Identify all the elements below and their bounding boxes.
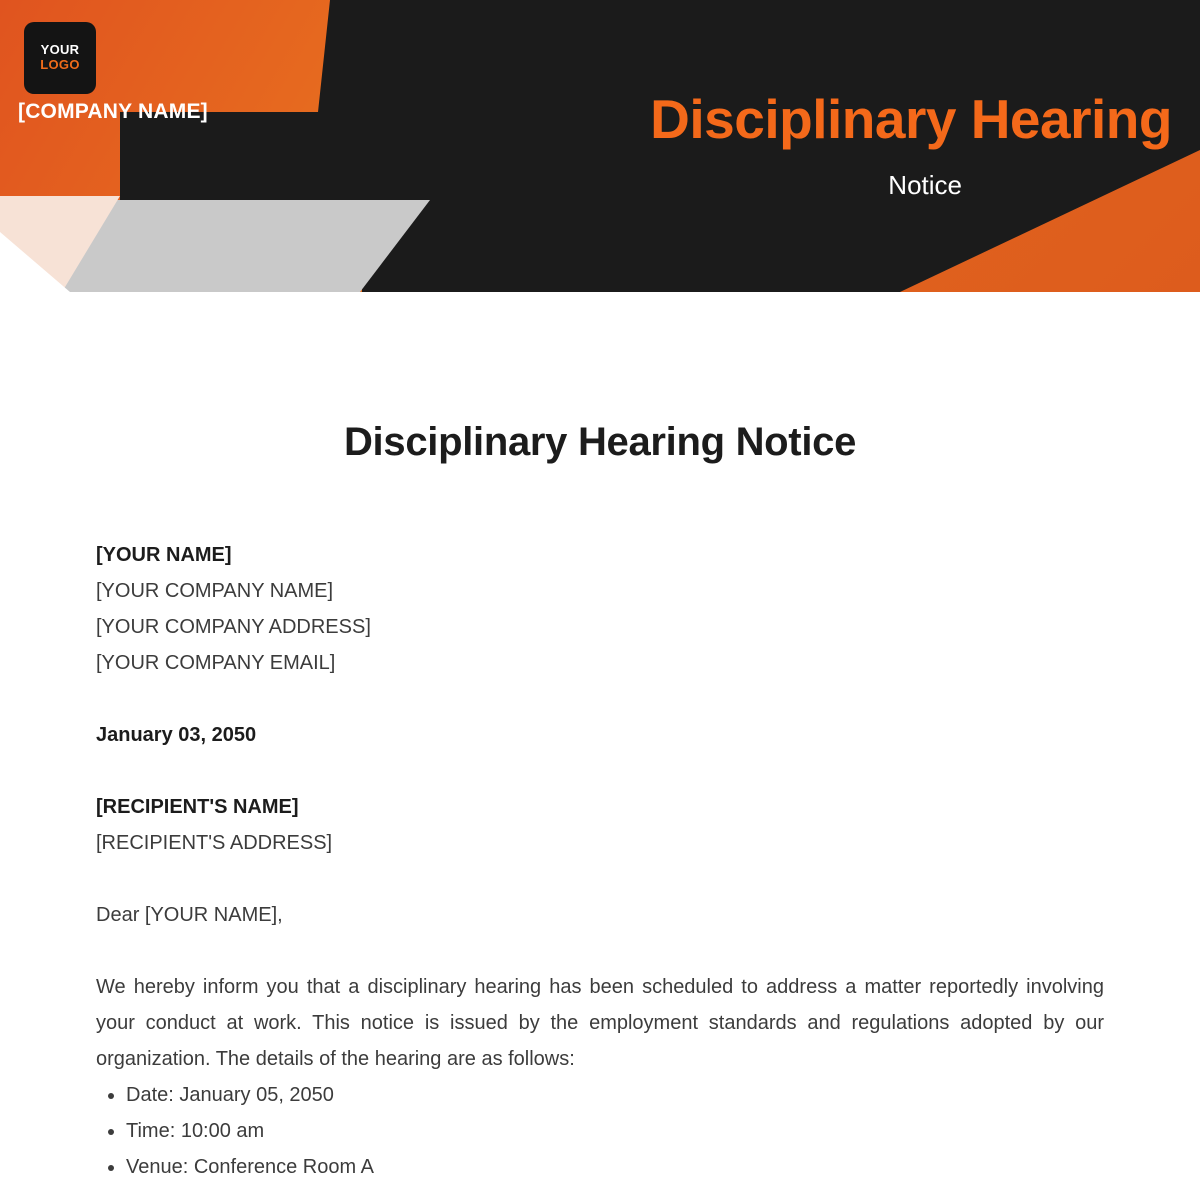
date-block [96, 717, 1104, 753]
letter-date: January 03, 2050 [96, 724, 257, 746]
banner-subtitle: Notice [888, 170, 962, 200]
recipient-name: [RECIPIENT'S NAME] [96, 796, 299, 818]
recipient-block [96, 789, 1104, 861]
hearing-details-list [96, 1077, 1104, 1185]
document-body [0, 420, 1200, 1185]
sender-address: [YOUR COMPANY ADDRESS] [96, 616, 371, 638]
sender-name: [YOUR NAME] [96, 544, 232, 566]
page-title: Disciplinary Hearing Notice [343, 420, 857, 464]
list-item: • Date: January 05, 2050 [126, 1077, 1104, 1113]
body-paragraph: We hereby inform you that a disciplinary hearing has been scheduled to address a matter reportedly involving your conduct at work. This notice is issued by the employment standards and regulations adopted by our organization. The details of the hearing are as follows: [96, 976, 1104, 1070]
list-item: • Venue: Conference Room A [126, 1149, 1104, 1185]
salutation-block [96, 897, 1104, 933]
header-banner [0, 0, 1200, 292]
logo-line-two: LOGO [40, 57, 80, 72]
recipient-address: [RECIPIENT'S ADDRESS] [96, 832, 333, 854]
banner-title: Disciplinary Hearing [650, 88, 1172, 150]
sender-email: [YOUR COMPANY EMAIL] [96, 652, 336, 674]
logo-placeholder[interactable] [24, 22, 96, 94]
salutation: Dear [YOUR NAME], [96, 904, 283, 926]
list-item: • Time: 10:00 am [126, 1113, 1104, 1149]
sender-company: [YOUR COMPANY NAME] [96, 580, 334, 602]
logo-line-one: YOUR [40, 42, 80, 58]
company-name-placeholder: [COMPANY NAME] [18, 100, 208, 123]
sender-block [96, 537, 1104, 681]
